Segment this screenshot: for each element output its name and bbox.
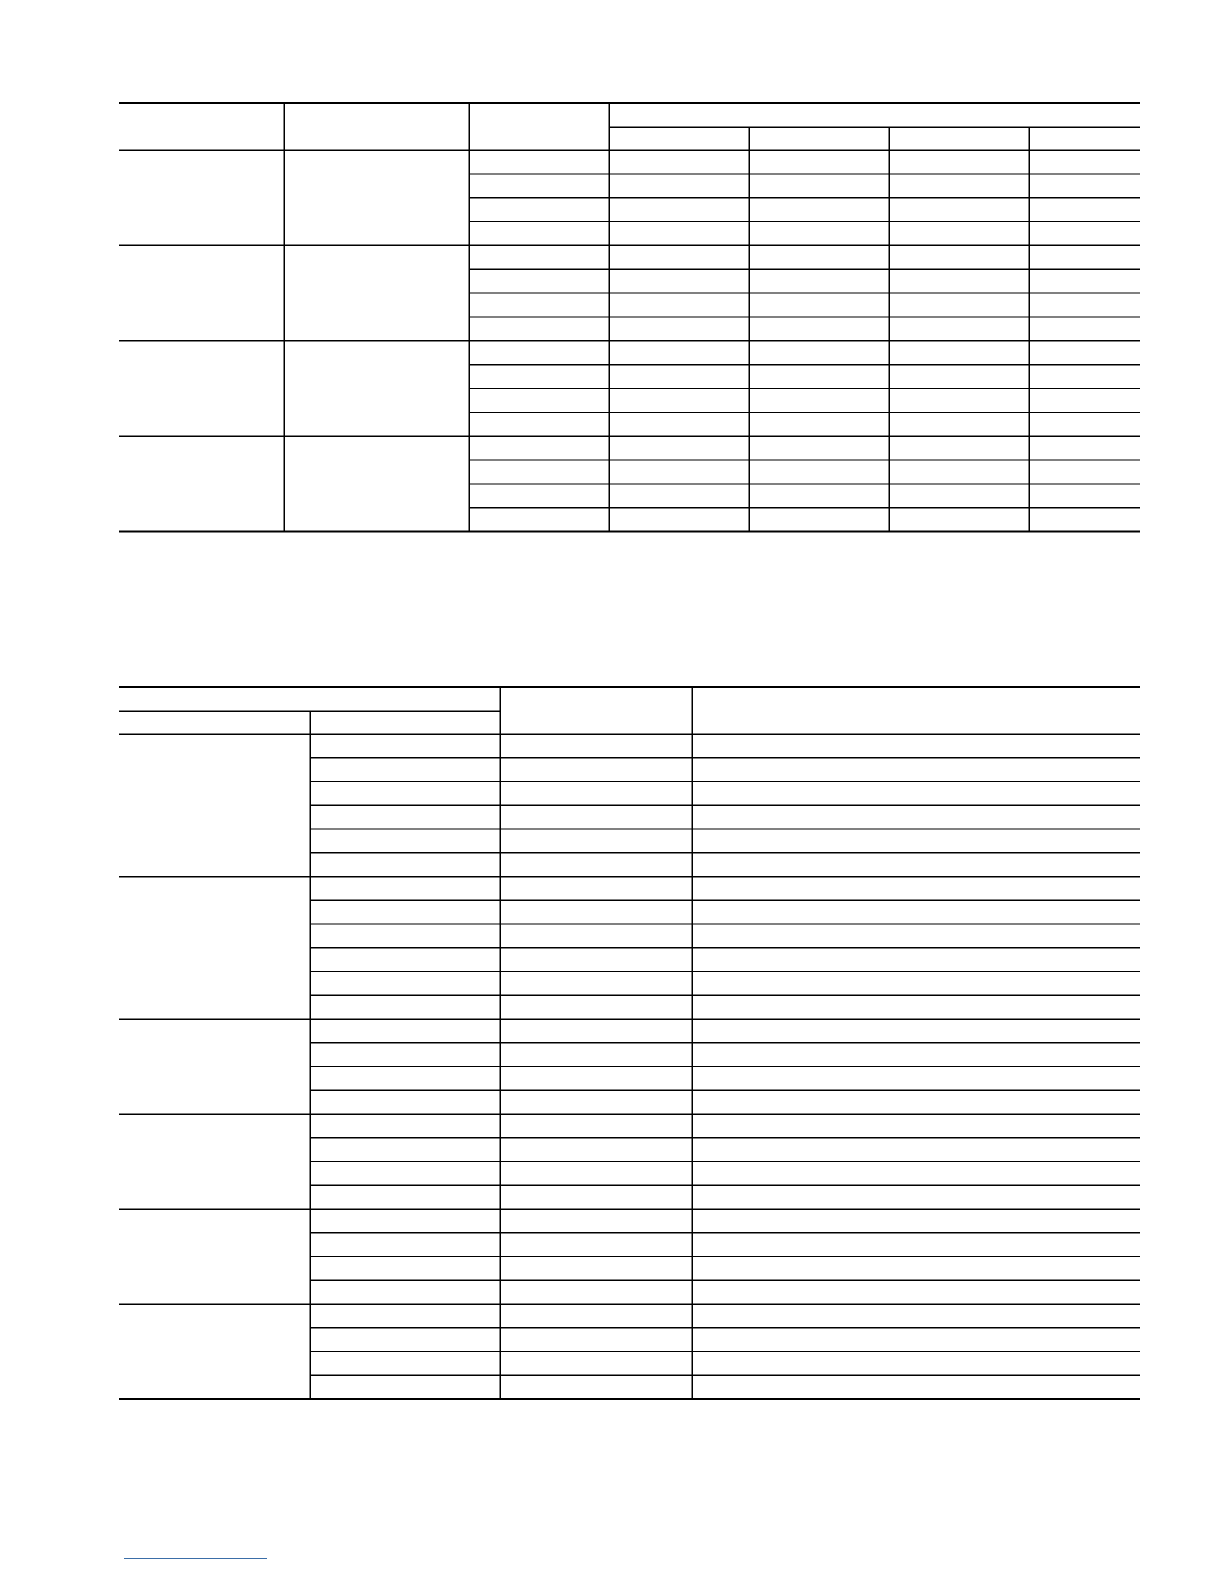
footnote-separator (124, 1558, 267, 1559)
table-2 (119, 687, 1140, 1399)
table-1 (119, 103, 1140, 532)
